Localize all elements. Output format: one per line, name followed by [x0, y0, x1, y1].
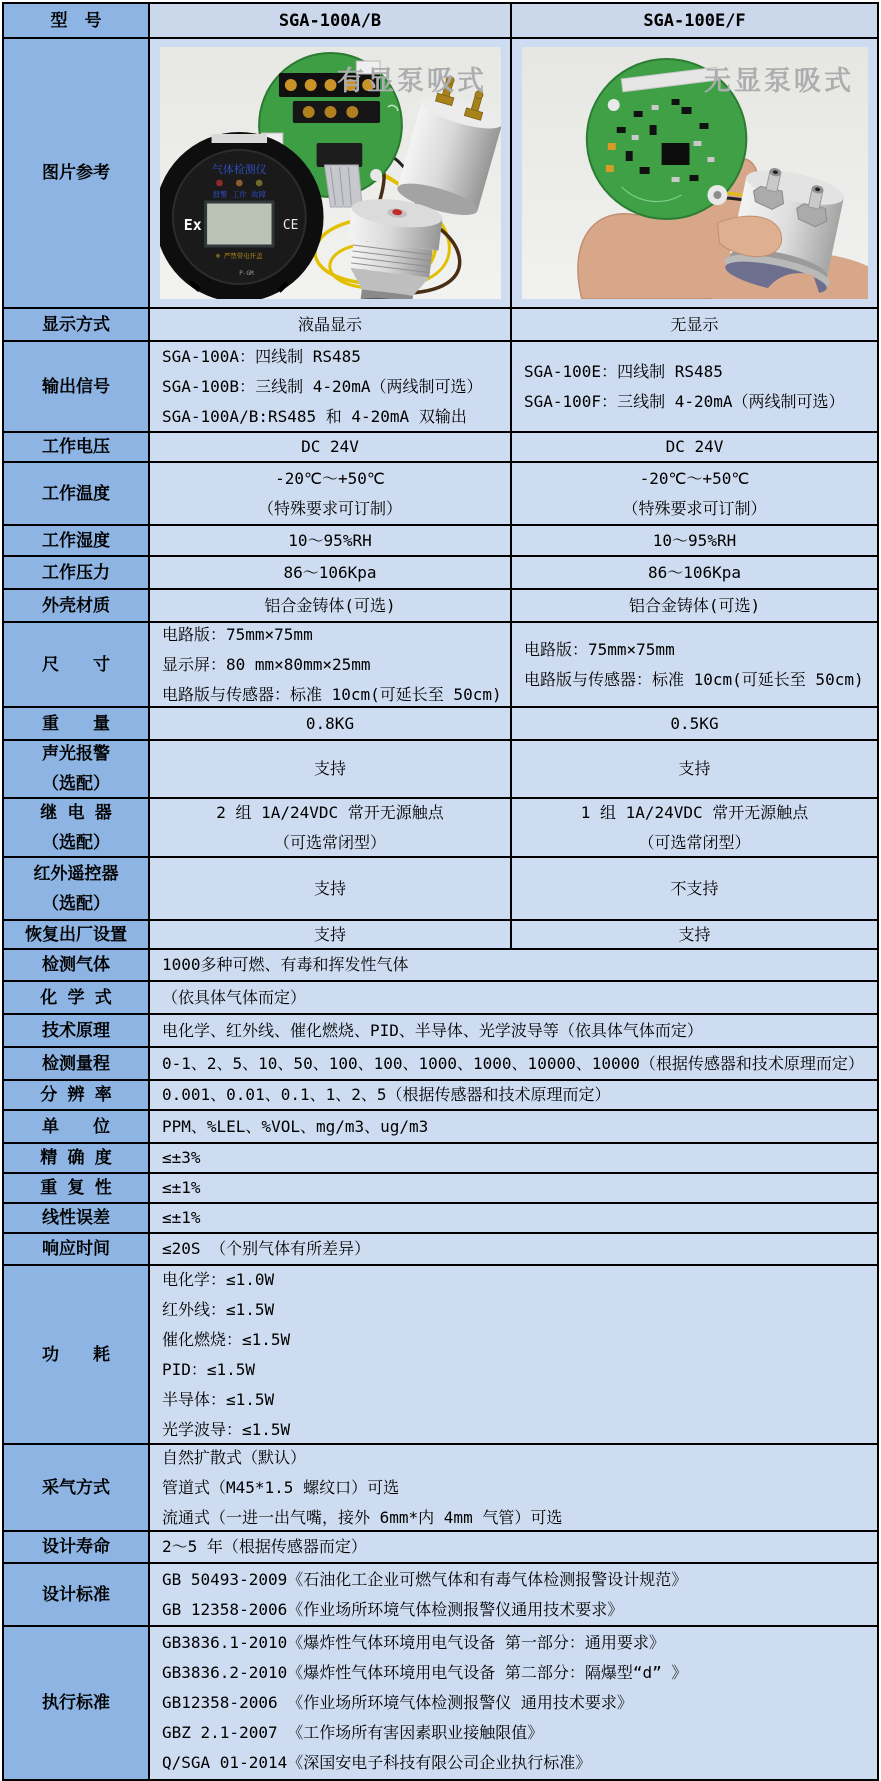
spec-row-label	[4, 526, 150, 555]
spec-row-spanning	[4, 1562, 877, 1625]
cell-text-line: 10～95%RH	[652, 530, 737, 550]
cell-text-line: 响应时间	[42, 1239, 110, 1259]
spec-value-sga100ab	[150, 858, 512, 919]
spec-value-common	[150, 1445, 877, 1530]
spec-row-label	[4, 982, 150, 1013]
spec-row	[4, 706, 877, 739]
cell-text-line: GB 12358-2006《作业场所环境气体检测报警仪通用技术要求》	[162, 1599, 624, 1619]
cell-text-line: 工作压力	[42, 562, 110, 583]
spec-row-spanning	[4, 1046, 877, 1079]
cell-text-line: 功 耗	[42, 1344, 110, 1365]
spec-value-common	[150, 1015, 877, 1046]
cell-text-line: SGA-100A/B:RS485 和 4-20mA 双输出	[162, 406, 467, 426]
header-model-b	[512, 4, 877, 37]
cell-text-line: -20℃～+50℃	[275, 468, 385, 488]
cell-text-line: 2 组 1A/24VDC 常开无源触点	[216, 802, 444, 822]
spec-value-sga100ab	[150, 623, 512, 706]
spec-value-sga100ef	[512, 741, 877, 797]
cell-text-line: 2～5 年（根据传感器而定）	[162, 1537, 367, 1556]
spec-row	[4, 431, 877, 461]
header-model-label	[4, 4, 150, 37]
spec-row-label	[4, 741, 150, 797]
cell-text-line: GB3836.2-2010《爆炸性气体环境用电气设备 第二部分：隔爆型“d” 》	[162, 1663, 688, 1682]
cell-text-line: 继 电 器	[40, 802, 112, 823]
spec-row	[4, 621, 877, 706]
spec-row-spanning	[4, 1013, 877, 1046]
svg-text:报警 工作 故障: 报警 工作 故障	[212, 189, 267, 200]
cell-text-line: 显示方式	[42, 314, 110, 335]
cell-text-line: 1000多种可燃、有毒和挥发性气体	[162, 955, 409, 974]
cell-text-line: ≤±3%	[162, 1148, 201, 1167]
spec-value-sga100ab	[150, 342, 512, 431]
cell-text-line: 重 量	[42, 713, 110, 734]
spec-row-spanning	[4, 980, 877, 1013]
cell-text-line: ≤±1%	[162, 1208, 201, 1227]
svg-text:气体检测仪: 气体检测仪	[212, 162, 267, 177]
cell-text-line: GB3836.1-2010《爆炸性气体环境用电气设备 第一部分：通用要求》	[162, 1633, 665, 1652]
header-model-a-text: SGA-100A/B	[278, 10, 382, 31]
spec-row-spanning	[4, 1172, 877, 1202]
cell-text-line: 10～95%RH	[288, 530, 372, 550]
cell-text-line: 0-1、2、5、10、50、100、100、1000、1000、10000、10000（根据传感器和技术原理而定）	[162, 1053, 864, 1073]
spec-row	[4, 919, 877, 948]
cell-text-line: 光学波导：≤1.5W	[162, 1419, 291, 1439]
spec-value-sga100ab	[150, 921, 512, 948]
spec-row-spanning	[4, 1264, 877, 1443]
cell-text-line: 检测量程	[42, 1053, 110, 1074]
cell-text-line: SGA-100E：四线制 RS485	[524, 361, 723, 381]
model-header-row	[4, 4, 877, 37]
spec-value-common	[150, 1266, 877, 1443]
cell-text-line: 管道式（M45*1.5 螺纹口）可选	[162, 1477, 400, 1497]
cell-text-line: 电化学、红外线、催化燃烧、PID、半导体、光学波导等（依具体气体而定）	[162, 1020, 703, 1040]
spec-row	[4, 797, 877, 856]
cell-text-line: PID：≤1.5W	[162, 1359, 256, 1379]
cell-text-line: 铝合金铸体(可选)	[628, 595, 761, 615]
cell-text-line: GB 50493-2009《石油化工企业可燃气体和有毒气体检测报警设计规范》	[162, 1569, 688, 1589]
spec-value-sga100ef	[512, 433, 877, 461]
spec-value-common	[150, 982, 877, 1013]
spec-value-common	[150, 1174, 877, 1202]
spec-value-sga100ab	[150, 433, 512, 461]
spec-row	[4, 307, 877, 340]
cell-text-line: 设计标准	[42, 1584, 110, 1605]
svg-text:⊕ 严禁带电开盖: ⊕ 严禁带电开盖	[216, 251, 263, 261]
cell-text-line: ≤±1%	[162, 1178, 201, 1197]
spec-row-spanning	[4, 1202, 877, 1232]
cell-text-line: SGA-100A：四线制 RS485	[162, 346, 361, 366]
cell-text-line: -20℃～+50℃	[639, 468, 750, 488]
spec-value-common	[150, 950, 877, 980]
spec-row-label	[4, 623, 150, 706]
cell-text-line: 红外线：≤1.5W	[162, 1299, 275, 1319]
spec-row-label	[4, 1204, 150, 1232]
spec-value-common	[150, 1564, 877, 1625]
spec-row-label	[4, 1144, 150, 1172]
cell-text-line: （可选常闭型）	[273, 832, 386, 852]
spec-value-sga100ef	[512, 342, 877, 431]
product-photo-sga100ef	[522, 47, 868, 299]
spec-row-spanning	[4, 1530, 877, 1562]
spec-row-spanning	[4, 1142, 877, 1172]
spec-row-label	[4, 799, 150, 856]
cell-text-line: （特殊要求可订制）	[257, 498, 402, 518]
cell-text-line: 支持	[313, 759, 346, 778]
cell-text-line: 支持	[313, 924, 346, 944]
cell-text-line: 86～106Kpa	[647, 562, 742, 582]
cell-text-line: 0.8KG	[305, 713, 355, 733]
cell-text-line: DC 24V	[301, 437, 359, 456]
spec-row-label	[4, 858, 150, 919]
spec-value-sga100ef	[512, 623, 877, 706]
cell-text-line: 液晶显示	[297, 314, 362, 334]
svg-text:Ex: Ex	[183, 215, 202, 235]
spec-value-sga100ef	[512, 309, 877, 340]
cell-text-line: 重 复 性	[40, 1178, 112, 1198]
spec-value-sga100ab	[150, 557, 512, 588]
cell-text-line: 无显示	[670, 314, 719, 334]
cell-text-line: GB12358-2006 《作业场所环境气体检测报警仪 通用技术要求》	[162, 1693, 633, 1712]
cell-text-line: 支持	[313, 878, 346, 898]
cell-text-line: DC 24V	[665, 437, 724, 456]
spec-row-label	[4, 1564, 150, 1625]
spec-value-sga100ab	[150, 708, 512, 739]
cell-text-line: 自然扩散式（默认）	[162, 1447, 307, 1467]
photo-row-label-text: 图片参考	[42, 163, 110, 183]
spec-row	[4, 856, 877, 919]
spec-value-sga100ef	[512, 463, 877, 524]
cell-text-line: 线性误差	[42, 1208, 110, 1228]
cell-text-line: 电路版与传感器：标准 10cm(可延长至 50cm)	[162, 684, 502, 704]
spec-row-label	[4, 1111, 150, 1142]
cell-text-line: SGA-100B：三线制 4-20mA（两线制可选）	[162, 376, 483, 396]
cell-text-line: 0.001、0.01、0.1、1、2、5（根据传感器和技术原理而定）	[162, 1085, 611, 1104]
spec-row-label	[4, 1532, 150, 1562]
cell-text-line: （选配）	[42, 832, 110, 853]
cell-text-line: （选配）	[42, 774, 110, 794]
spec-row	[4, 461, 877, 524]
cell-text-line: （特殊要求可订制）	[622, 498, 767, 518]
spec-row-spanning	[4, 948, 877, 980]
cell-text-line: 显示屏：80 mm×80mm×25mm	[162, 654, 371, 674]
spec-row	[4, 588, 877, 621]
spec-row-label	[4, 1445, 150, 1530]
cell-text-line: （依具体气体而定）	[162, 987, 307, 1007]
spec-row-label	[4, 433, 150, 461]
cell-text-line: 工作温度	[42, 483, 110, 504]
cell-text-line: 电路版与传感器：标准 10cm(可延长至 50cm)	[524, 669, 864, 689]
spec-value-sga100ab	[150, 463, 512, 524]
spec-row-spanning	[4, 1625, 877, 1779]
cell-text-line: 半导体：≤1.5W	[162, 1389, 275, 1409]
cell-text-line: 执行标准	[42, 1693, 110, 1713]
photo-row-label	[4, 39, 150, 307]
spec-row-label	[4, 1266, 150, 1443]
cell-text-line: 检测气体	[42, 955, 110, 975]
spec-value-sga100ab	[150, 526, 512, 555]
spec-value-common	[150, 1234, 877, 1264]
spec-row-spanning	[4, 1079, 877, 1109]
spec-value-sga100ef	[512, 526, 877, 555]
spec-value-common	[150, 1532, 877, 1562]
cell-text-line: 尺 寸	[42, 654, 110, 675]
spec-row-label	[4, 1015, 150, 1046]
cell-text-line: 支持	[678, 924, 711, 944]
cell-text-line: 分 辨 率	[40, 1085, 112, 1105]
spec-value-common	[150, 1081, 877, 1109]
cell-text-line: （可选常闭型）	[638, 832, 751, 852]
spec-value-sga100ab	[150, 309, 512, 340]
cell-text-line: 不支持	[670, 878, 719, 898]
cell-text-line: 外壳材质	[42, 595, 110, 616]
spec-value-sga100ab	[150, 590, 512, 621]
cell-text-line: GBZ 2.1-2007 《工作场所有害因素职业接触限值》	[162, 1723, 544, 1742]
header-model-a	[150, 4, 512, 37]
spec-value-sga100ef	[512, 590, 877, 621]
spec-row	[4, 340, 877, 431]
cell-text-line: 声光报警	[42, 744, 110, 764]
svg-text:CE: CE	[282, 217, 299, 234]
spec-row-label	[4, 1174, 150, 1202]
spec-value-sga100ef	[512, 799, 877, 856]
spec-value-common	[150, 1204, 877, 1232]
cell-text-line: （选配）	[42, 893, 110, 914]
cell-text-line: ≤20S （个别气体有所差异）	[162, 1239, 371, 1258]
spec-row-spanning	[4, 1109, 877, 1142]
cell-text-line: 0.5KG	[670, 713, 719, 733]
cell-text-line: 支持	[678, 759, 711, 778]
spec-value-sga100ef	[512, 858, 877, 919]
cell-text-line: Q/SGA 01-2014《深国安电子科技有限公司企业执行标准》	[162, 1753, 592, 1772]
photo-cell-sga100ef	[512, 39, 877, 307]
cell-text-line: 工作电压	[42, 437, 110, 457]
spec-value-sga100ef	[512, 708, 877, 739]
spec-row-label	[4, 1234, 150, 1264]
cell-text-line: 化 学 式	[40, 987, 112, 1008]
spec-row	[4, 739, 877, 797]
cell-text-line: 设计寿命	[42, 1537, 110, 1557]
cell-text-line: 红外遥控器	[33, 863, 119, 884]
spec-value-sga100ef	[512, 557, 877, 588]
photo-reference-row	[4, 37, 877, 307]
spec-row-label	[4, 342, 150, 431]
spec-value-common	[150, 1627, 877, 1779]
cell-text-line: 1 组 1A/24VDC 常开无源触点	[580, 802, 809, 822]
cell-text-line: 流通式（一进一出气嘴，接外 6mm*内 4mm 气管）可选	[162, 1507, 563, 1527]
spec-value-sga100ab	[150, 741, 512, 797]
spec-value-common	[150, 1111, 877, 1142]
header-model-b-text: SGA-100E/F	[643, 10, 746, 31]
cell-text-line: 单 位	[42, 1116, 110, 1137]
spec-row-label	[4, 921, 150, 948]
spec-value-sga100ab	[150, 799, 512, 856]
cell-text-line: PPM、%LEL、%VOL、mg/m3、ug/m3	[162, 1116, 429, 1136]
spec-value-common	[150, 1144, 877, 1172]
cell-text-line: 86～106Kpa	[283, 562, 377, 582]
watermark-pump-display: 有显泵吸式	[337, 66, 487, 97]
cell-text-line: 电路版：75mm×75mm	[524, 639, 675, 659]
header-model-label-text: 型 号	[50, 10, 102, 31]
watermark-no-display: 无显泵吸式	[704, 66, 854, 97]
product-photo-sga100ab	[160, 47, 501, 299]
spec-row-label	[4, 557, 150, 588]
spec-row-label	[4, 1627, 150, 1779]
spec-row-spanning	[4, 1443, 877, 1530]
spec-row-label	[4, 590, 150, 621]
cell-text-line: 催化燃烧：≤1.5W	[162, 1329, 291, 1349]
spec-row-label	[4, 708, 150, 739]
cell-text-line: SGA-100F：三线制 4-20mA（两线制可选）	[524, 391, 845, 411]
spec-row-label	[4, 309, 150, 340]
cell-text-line: 铝合金铸体(可选)	[264, 595, 396, 615]
cell-text-line: 输出信号	[42, 376, 110, 397]
spec-row-label	[4, 1081, 150, 1109]
cell-text-line: 电化学：≤1.0W	[162, 1269, 275, 1289]
spec-row	[4, 555, 877, 588]
cell-text-line: 电路版：75mm×75mm	[162, 624, 313, 644]
spec-value-sga100ef	[512, 921, 877, 948]
spec-value-common	[150, 1048, 877, 1079]
cell-text-line: 工作湿度	[42, 530, 110, 551]
spec-row-label	[4, 1048, 150, 1079]
svg-text:P-GM: P-GM	[239, 269, 254, 278]
spec-table	[2, 2, 879, 1781]
spec-row-label	[4, 950, 150, 980]
spec-row-label	[4, 463, 150, 524]
photo-cell-sga100ab	[150, 39, 512, 307]
cell-text-line: 恢复出厂设置	[25, 924, 127, 945]
cell-text-line: 技术原理	[42, 1020, 110, 1041]
cell-text-line: 精 确 度	[40, 1148, 112, 1168]
spec-row-spanning	[4, 1232, 877, 1264]
spec-row	[4, 524, 877, 555]
cell-text-line: 采气方式	[42, 1477, 110, 1498]
